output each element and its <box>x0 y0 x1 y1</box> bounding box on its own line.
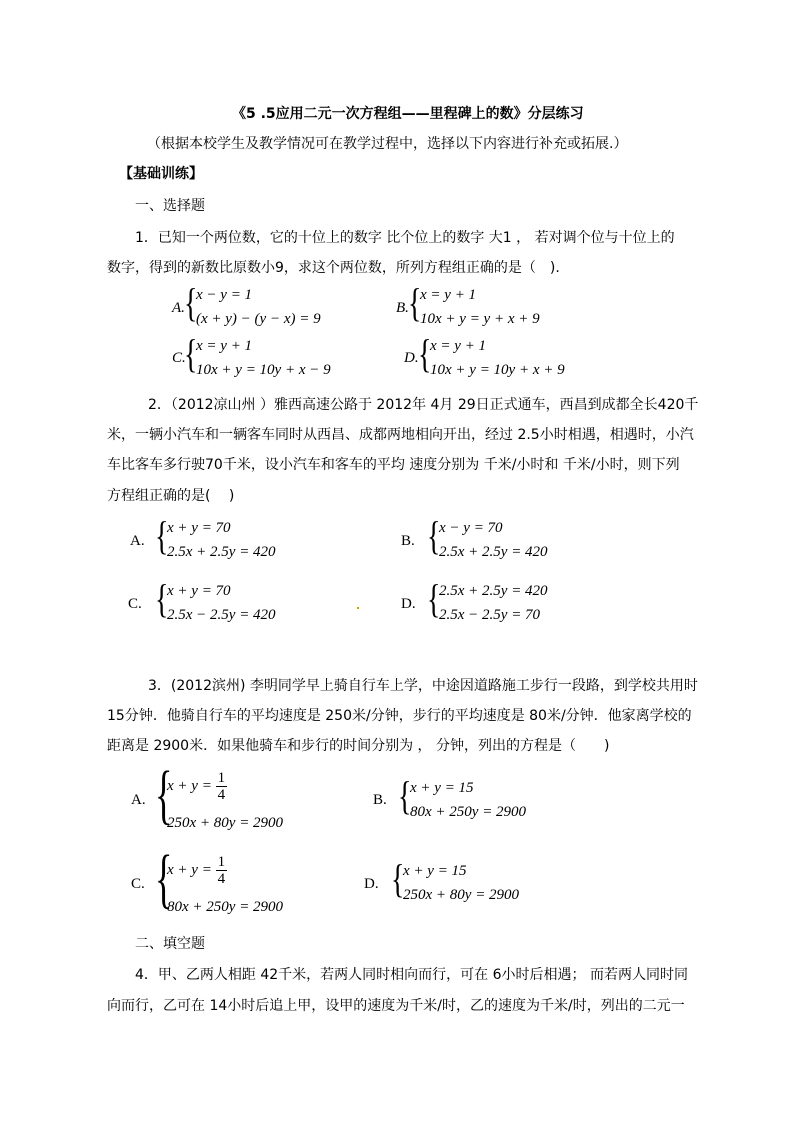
question-3-text: 15分钟．他骑自行车的平均速度是 250米/分钟，步行的平均速度是 80米/分钟．他家离学校的 <box>107 708 692 724</box>
equation: 10x + y = 10y + x + 9 <box>430 362 565 378</box>
equation: x + y = 15 <box>410 780 474 796</box>
equation: (x + y) − (y − x) = 9 <box>196 311 321 327</box>
option-label: C. <box>172 350 186 366</box>
page-title: 《5 .5应用二元一次方程组——里程碑上的数》分层练习 <box>232 106 584 122</box>
equation-left: x + y = <box>167 862 212 878</box>
part-heading-fill: 二、填空题 <box>135 936 205 952</box>
equation: 80x + 250y = 2900 <box>410 804 527 820</box>
page-subtitle: （根据本校学生及教学情况可在教学过程中，选择以下内容进行补充或拓展.） <box>147 136 628 152</box>
equation: x = y + 1 <box>196 338 253 354</box>
option-label: D. <box>401 596 416 612</box>
fraction <box>216 770 228 803</box>
equation: x = y + 1 <box>430 338 487 354</box>
fraction-numerator: 1 <box>217 770 226 786</box>
option-label: D. <box>364 876 379 892</box>
equation: x − y = 1 <box>196 287 253 303</box>
question-1-text: 1．已知一个两位数，它的十位上的数字 比个位上的数字 大1 ， 若对调个位与十位上的 <box>135 230 675 246</box>
equation: x + y = 15 <box>403 863 467 879</box>
question-4-text: 4．甲、乙两人相距 42千米，若两人同时相向而行，可在 6小时后相遇； 而若两人同时同 <box>135 967 688 983</box>
question-2-text: 米，一辆小汽车和一辆客车同时从西昌、成都两地相向开出，经过 2.5小时相遇，相遇时，小汽 <box>107 427 694 443</box>
fraction-numerator: 1 <box>217 854 226 870</box>
scan-speck <box>357 607 359 609</box>
option-label: C. <box>131 876 145 892</box>
question-2-text: 2．（2012凉山州 ）雅西高速公路于 2012年 4月 29日正式通车，西昌到成都全长420千 <box>148 397 699 413</box>
part-heading-choice: 一、选择题 <box>135 198 205 214</box>
equation: x − y = 70 <box>439 520 503 536</box>
fraction <box>216 854 228 887</box>
option-label: C. <box>128 596 142 612</box>
equation: 80x + 250y = 2900 <box>167 899 284 915</box>
question-3-text: 3．(2012滨州) 李明同学早上骑自行车上学，中途因道路施工步行一段路，到学校共用时 <box>148 678 698 694</box>
equation: 2.5x − 2.5y = 70 <box>439 607 541 623</box>
option-label: A. <box>131 792 146 808</box>
equation: 2.5x + 2.5y = 420 <box>439 544 548 560</box>
equation <box>167 854 227 887</box>
option-label: A. <box>130 533 145 549</box>
option-label: A. <box>172 300 185 316</box>
equation: x + y = 70 <box>167 583 231 599</box>
question-3-text: 距离是 2900米．如果他骑车和步行的时间分别为 ， 分钟，列出的方程是（ ) <box>107 738 610 754</box>
equation: x = y + 1 <box>420 287 477 303</box>
option-label: B. <box>373 792 387 808</box>
question-2-text: 方程组正确的是( ) <box>107 488 235 504</box>
equation: 250x + 80y = 2900 <box>167 815 284 831</box>
option-label: D. <box>404 350 419 366</box>
fraction-denominator: 4 <box>217 871 226 887</box>
equation <box>167 770 227 803</box>
question-2-text: 车比客车多行驶70千米，设小汽车和客车的平均 速度分别为 千米/小时和 千米/小时，则下列 <box>107 457 680 473</box>
equation: 10x + y = 10y + x − 9 <box>196 362 331 378</box>
option-label: B. <box>396 300 409 316</box>
equation: 250x + 80y = 2900 <box>403 887 520 903</box>
equation: 2.5x + 2.5y = 420 <box>439 583 548 599</box>
equation: x + y = 70 <box>167 520 231 536</box>
equation: 2.5x − 2.5y = 420 <box>167 607 276 623</box>
question-1-text: 数字，得到的新数比原数小9，求这个两位数，所列方程组正确的是（ ). <box>107 260 560 276</box>
equation: 10x + y = y + x + 9 <box>420 311 540 327</box>
equation-left: x + y = <box>167 778 212 794</box>
question-4-text: 向而行，乙可在 14小时后追上甲，设甲的速度为千米/时，乙的速度为千米/时，列出的二元一 <box>107 998 685 1014</box>
section-heading: 【基础训练】 <box>119 166 203 182</box>
equation: 2.5x + 2.5y = 420 <box>167 544 276 560</box>
fraction-denominator: 4 <box>217 787 226 803</box>
option-label: B. <box>401 533 415 549</box>
